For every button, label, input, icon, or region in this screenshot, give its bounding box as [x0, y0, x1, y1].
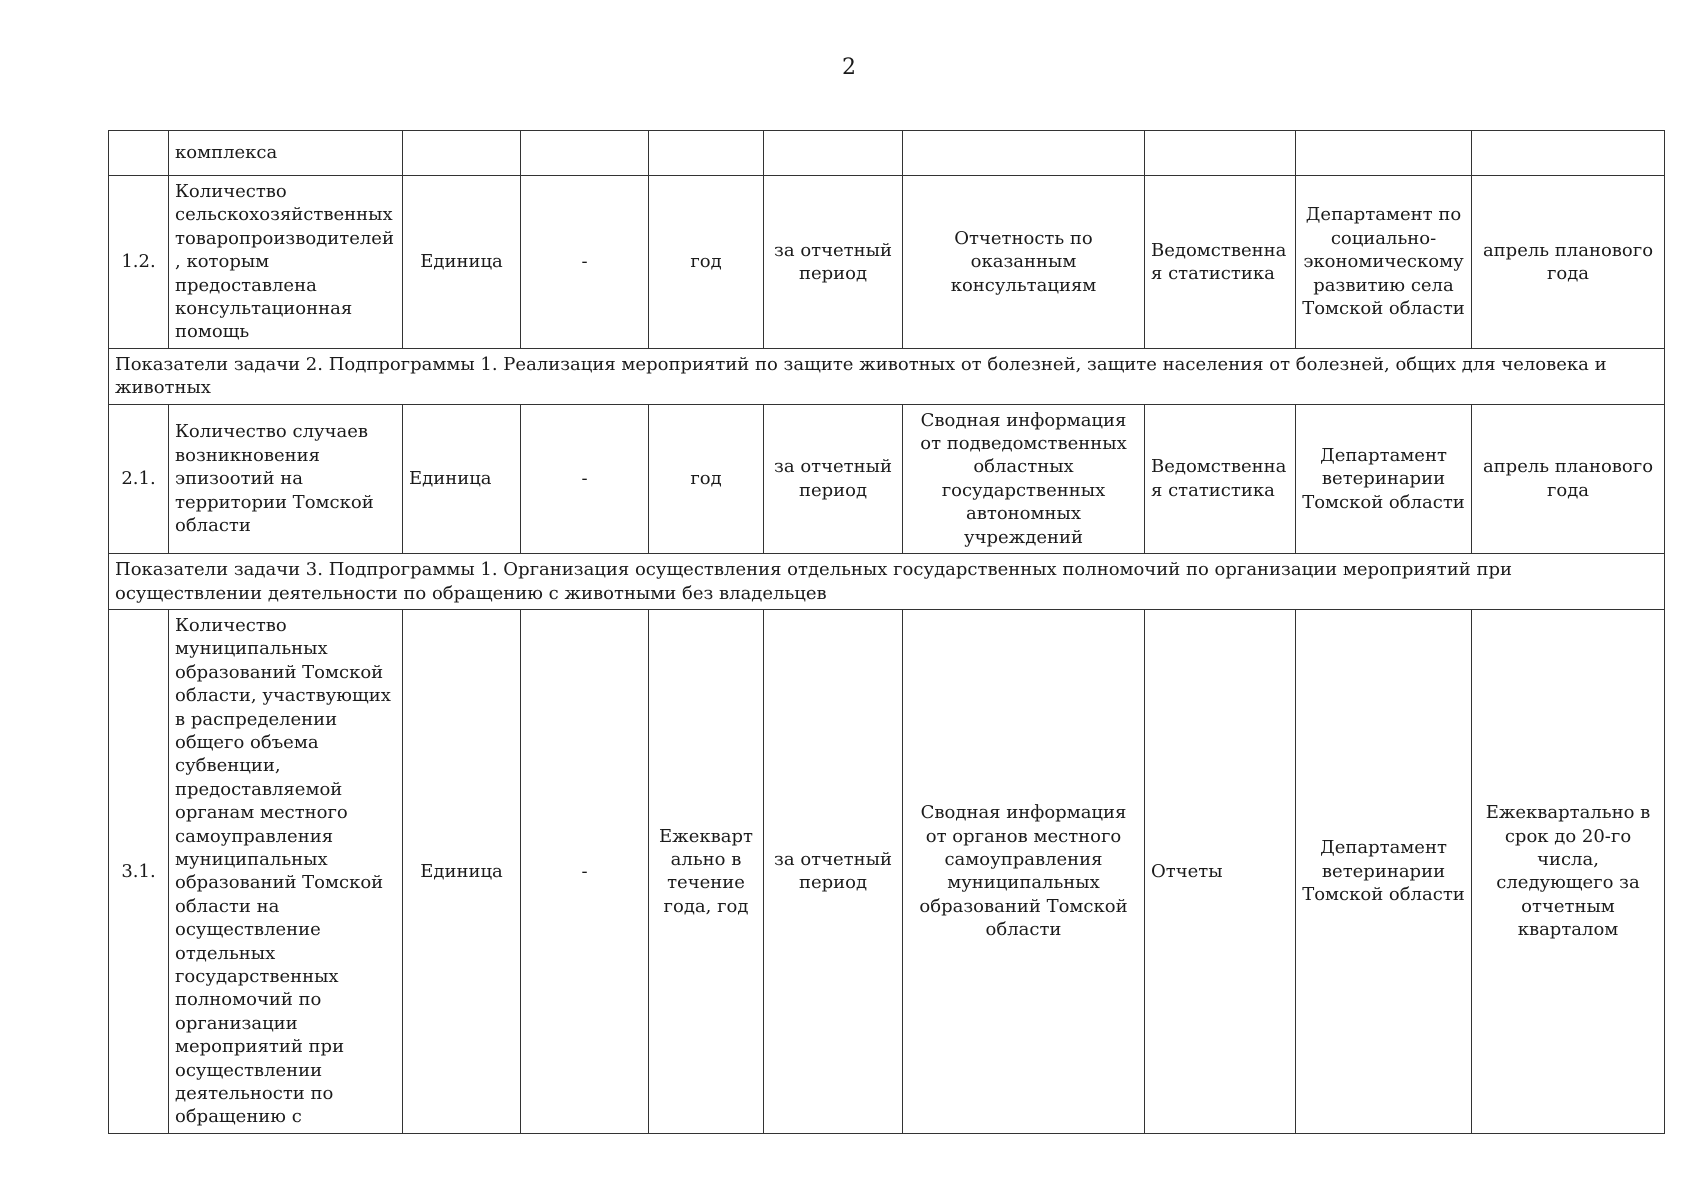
- cell-num: 1.2.: [109, 176, 169, 349]
- cell-responsible: Департамент ветеринарии Томской области: [1296, 404, 1472, 553]
- section-heading: Показатели задачи 3. Подпрограммы 1. Организация осуществления отдельных государственных полномочий по организации мероприятий при осуществлении деятельности по обращению с животными без владельцев: [109, 554, 1665, 610]
- cell-source: Ведомственная статистика: [1145, 404, 1296, 553]
- table-row-1-2: [109, 176, 1665, 349]
- cell-num: 2.1.: [109, 404, 169, 553]
- cell-periodicity: год: [649, 404, 764, 553]
- page-number: 2: [842, 55, 856, 80]
- cell-time: за отчетный период: [764, 609, 903, 1133]
- cell-unit: [403, 131, 521, 176]
- cell-deadline: апрель планового года: [1472, 404, 1665, 553]
- cell-unit: Единица: [403, 176, 521, 349]
- cell-time: за отчетный период: [764, 176, 903, 349]
- cell-method: Сводная информация от органов местного самоуправления муниципальных образований Томской области: [903, 609, 1145, 1133]
- cell-unit: Единица: [403, 404, 521, 553]
- cell-method: [903, 131, 1145, 176]
- cell-dash: -: [521, 404, 649, 553]
- cell-responsible: Департамент по социально-экономическому развитию села Томской области: [1296, 176, 1472, 349]
- cell-unit: Единица: [403, 609, 521, 1133]
- section-heading: Показатели задачи 2. Подпрограммы 1. Реализация мероприятий по защите животных от болезней, защите населения от болезней, общих для человека и животных: [109, 348, 1665, 404]
- table-row-continuation: [109, 131, 1665, 176]
- cell-dash: [521, 131, 649, 176]
- cell-indicator: комплекса: [169, 131, 403, 176]
- section-row-task-2: [109, 348, 1665, 404]
- table-row-2-1: [109, 404, 1665, 553]
- cell-source: Отчеты: [1145, 609, 1296, 1133]
- table-row-3-1: [109, 609, 1665, 1133]
- cell-num: 3.1.: [109, 609, 169, 1133]
- cell-dash: -: [521, 176, 649, 349]
- cell-method: Отчетность по оказанным консультациям: [903, 176, 1145, 349]
- cell-source: [1145, 131, 1296, 176]
- indicators-table: [108, 130, 1665, 1134]
- cell-source: Ведомственная статистика: [1145, 176, 1296, 349]
- cell-method: Сводная информация от подведомственных областных государственных автономных учреждений: [903, 404, 1145, 553]
- cell-periodicity: год: [649, 176, 764, 349]
- cell-periodicity: Ежеквартально в течение года, год: [649, 609, 764, 1133]
- cell-deadline: Ежеквартально в срок до 20-го числа, следующего за отчетным кварталом: [1472, 609, 1665, 1133]
- cell-responsible: Департамент ветеринарии Томской области: [1296, 609, 1472, 1133]
- cell-indicator: Количество сельскохозяйственных товаропроизводителей, которым предоставлена консультационная помощь: [169, 176, 403, 349]
- cell-time: за отчетный период: [764, 404, 903, 553]
- cell-indicator: Количество муниципальных образований Томской области, участвующих в распределении общего объема субвенции, предоставляемой органам местного самоуправления муниципальных образований Томской области на осуществление отдельных государственных полномочий по организации мероприятий при осуществлении деятельности по обращению с: [169, 609, 403, 1133]
- cell-num: [109, 131, 169, 176]
- cell-periodicity: [649, 131, 764, 176]
- cell-indicator: Количество случаев возникновения эпизоотий на территории Томской области: [169, 404, 403, 553]
- cell-responsible: [1296, 131, 1472, 176]
- section-row-task-3: [109, 554, 1665, 610]
- cell-time: [764, 131, 903, 176]
- cell-deadline: апрель планового года: [1472, 176, 1665, 349]
- cell-deadline: [1472, 131, 1665, 176]
- cell-dash: -: [521, 609, 649, 1133]
